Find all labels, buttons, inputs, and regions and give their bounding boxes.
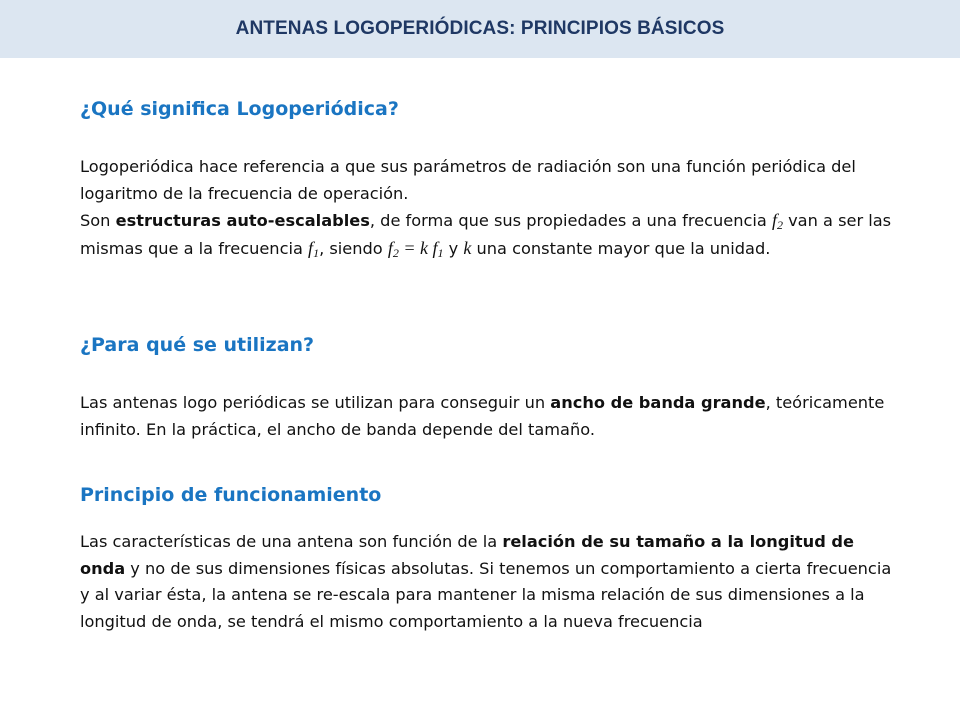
section-heading-uses: ¿Para qué se utilizan? — [80, 334, 315, 356]
text-run: una constante mayor que la unidad. — [471, 238, 771, 258]
section-body-meaning — [80, 154, 900, 262]
math-f1: $f_1$ — [308, 237, 320, 260]
text-run: van a ser las mismas que a la frecuencia — [80, 211, 892, 258]
text-run: , de forma que sus propiedades a una frecuencia — [369, 211, 772, 230]
text-run: , teóricamente infinito. En la práctica, el ancho de banda depende del tamaño. — [80, 393, 885, 439]
text-run: Son — [80, 211, 116, 230]
text-run: y — [443, 238, 464, 258]
text-run: Las características de una antena son función de la — [80, 532, 503, 551]
math-k: k — [463, 237, 472, 258]
text-run: Las antenas logo periódicas se utilizan para conseguir un — [80, 393, 551, 412]
page-title: ANTENAS LOGOPERIÓDICAS: PRINCIPIOS BÁSICOS — [235, 18, 725, 39]
section-heading-principle: Principio de funcionamiento — [80, 484, 382, 506]
math-f2: $f_2$ — [771, 210, 783, 232]
bold-term-bandwidth: ancho de banda grande — [550, 393, 766, 412]
section-body-uses — [80, 390, 900, 443]
text-run: , siendo — [319, 238, 388, 258]
section-heading-meaning: ¿Qué significa Logoperiódica? — [80, 98, 399, 120]
section-body-principle — [80, 529, 900, 635]
meaning-sentence-1: Logoperiódica hace referencia a que sus parámetros de radiación son una función periódica del logaritmo de la frecuencia de operación. — [80, 157, 856, 203]
bold-term-size-wavelength: relación de su tamaño a la longitud de onda — [80, 532, 854, 578]
text-run: y no de sus dimensiones físicas absolutas. Si tenemos un comportamiento a cierta frecuencia y al variar ésta, la antena se re-escala para mantener la misma relación de sus dimensiones a la longitud de onda, se tendrá el mismo comportamiento a la nueva frecuencia — [80, 558, 892, 631]
header-banner — [0, 0, 960, 58]
math-equation: $f_2 = k$ $f_1$ — [387, 237, 444, 260]
bold-term-auto-scalable: estructuras auto-escalables — [115, 211, 370, 230]
